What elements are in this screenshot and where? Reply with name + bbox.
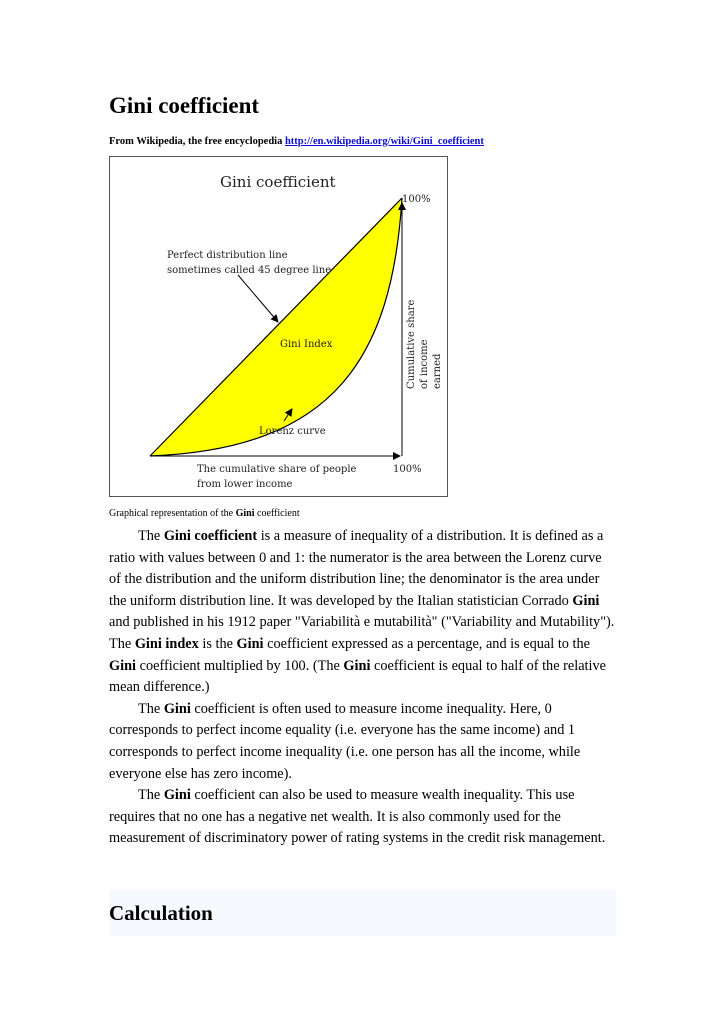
figure-caption [109, 508, 300, 519]
figure-title: Gini coefficient [220, 173, 336, 191]
bold-term: Gini [572, 592, 600, 609]
caption-prefix: Graphical representation of the [109, 508, 236, 519]
text: The [138, 528, 164, 544]
paragraph-2 [109, 699, 616, 785]
source-prefix: From Wikipedia, the free encyclopedia [109, 136, 285, 147]
source-line [109, 136, 484, 147]
bold-term: Gini coefficient [163, 528, 258, 544]
label-top-100: 100% [402, 194, 431, 205]
bold-term: Gini [109, 657, 137, 674]
source-link[interactable]: http://en.wikipedia.org/wiki/Gini_coefficient [284, 136, 484, 147]
label-perfect-1: Perfect distribution line [167, 250, 288, 261]
bold-term: Gini [343, 657, 371, 674]
section-heading-calculation: Calculation [109, 901, 213, 925]
label-lorenz: Lorenz curve [259, 426, 326, 437]
ylabel-3: earned [432, 353, 443, 389]
bold-term: Gini index [134, 635, 199, 652]
text: The [138, 700, 164, 717]
ylabel [406, 300, 443, 389]
xlabel-1: The cumulative share of people [197, 464, 357, 475]
label-gini-index: Gini Index [280, 339, 333, 350]
paragraph-3 [109, 785, 616, 850]
perfect-line-arrow [238, 275, 278, 322]
text: coefficient can also be used to measure wealth inequality. This use requires that no one has a negative net wealth. It is also commonly used for the measurement of discriminatory power of rating systems in the credit risk management. [109, 787, 606, 847]
text: is a measure of inequality of a distribution. It is defined as a ratio with values between 0 and 1: the numerator is the area between the Lorenz curve of the distribution and the uniform distribution line; the denominator is the area under the uniform distribution line. It was developed by the Italian statistician Corrado [109, 528, 604, 609]
gini-figure [109, 156, 448, 497]
text: coefficient is often used to measure income inequality. Here, 0 corresponds to perfect income equality (i.e. everyone has the same income) and 1 corresponds to perfect income inequality (i.e. one person has all the income, while everyone else has zero income). [109, 700, 581, 782]
text: The [138, 787, 164, 804]
caption-suffix: coefficient [254, 508, 300, 519]
ylabel-1: Cumulative share [406, 299, 417, 389]
caption-bold: Gini [235, 508, 255, 519]
article-body [109, 526, 616, 850]
label-perfect-2: sometimes called 45 degree line [167, 265, 332, 276]
gini-diagram [110, 157, 447, 496]
bold-term: Gini [163, 700, 191, 717]
bold-term: Gini [163, 787, 191, 804]
paragraph-1 [109, 526, 616, 699]
xlabel-2: from lower income [197, 479, 293, 490]
text: coefficient multiplied by 100. (The [136, 657, 344, 674]
label-right-100: 100% [393, 464, 422, 475]
text: coefficient is equal to half of the relative mean difference.) [109, 657, 606, 696]
text: coefficient expressed as a percentage, and is equal to the [263, 635, 590, 652]
text: is the [198, 635, 237, 652]
page-title: Gini coefficient [109, 93, 260, 118]
text: and published in his 1912 paper "Variabilità e mutabilità" ("Variability and Mutability"). The [109, 614, 615, 652]
bold-term: Gini [236, 635, 264, 652]
ylabel-2: of income [419, 339, 430, 389]
